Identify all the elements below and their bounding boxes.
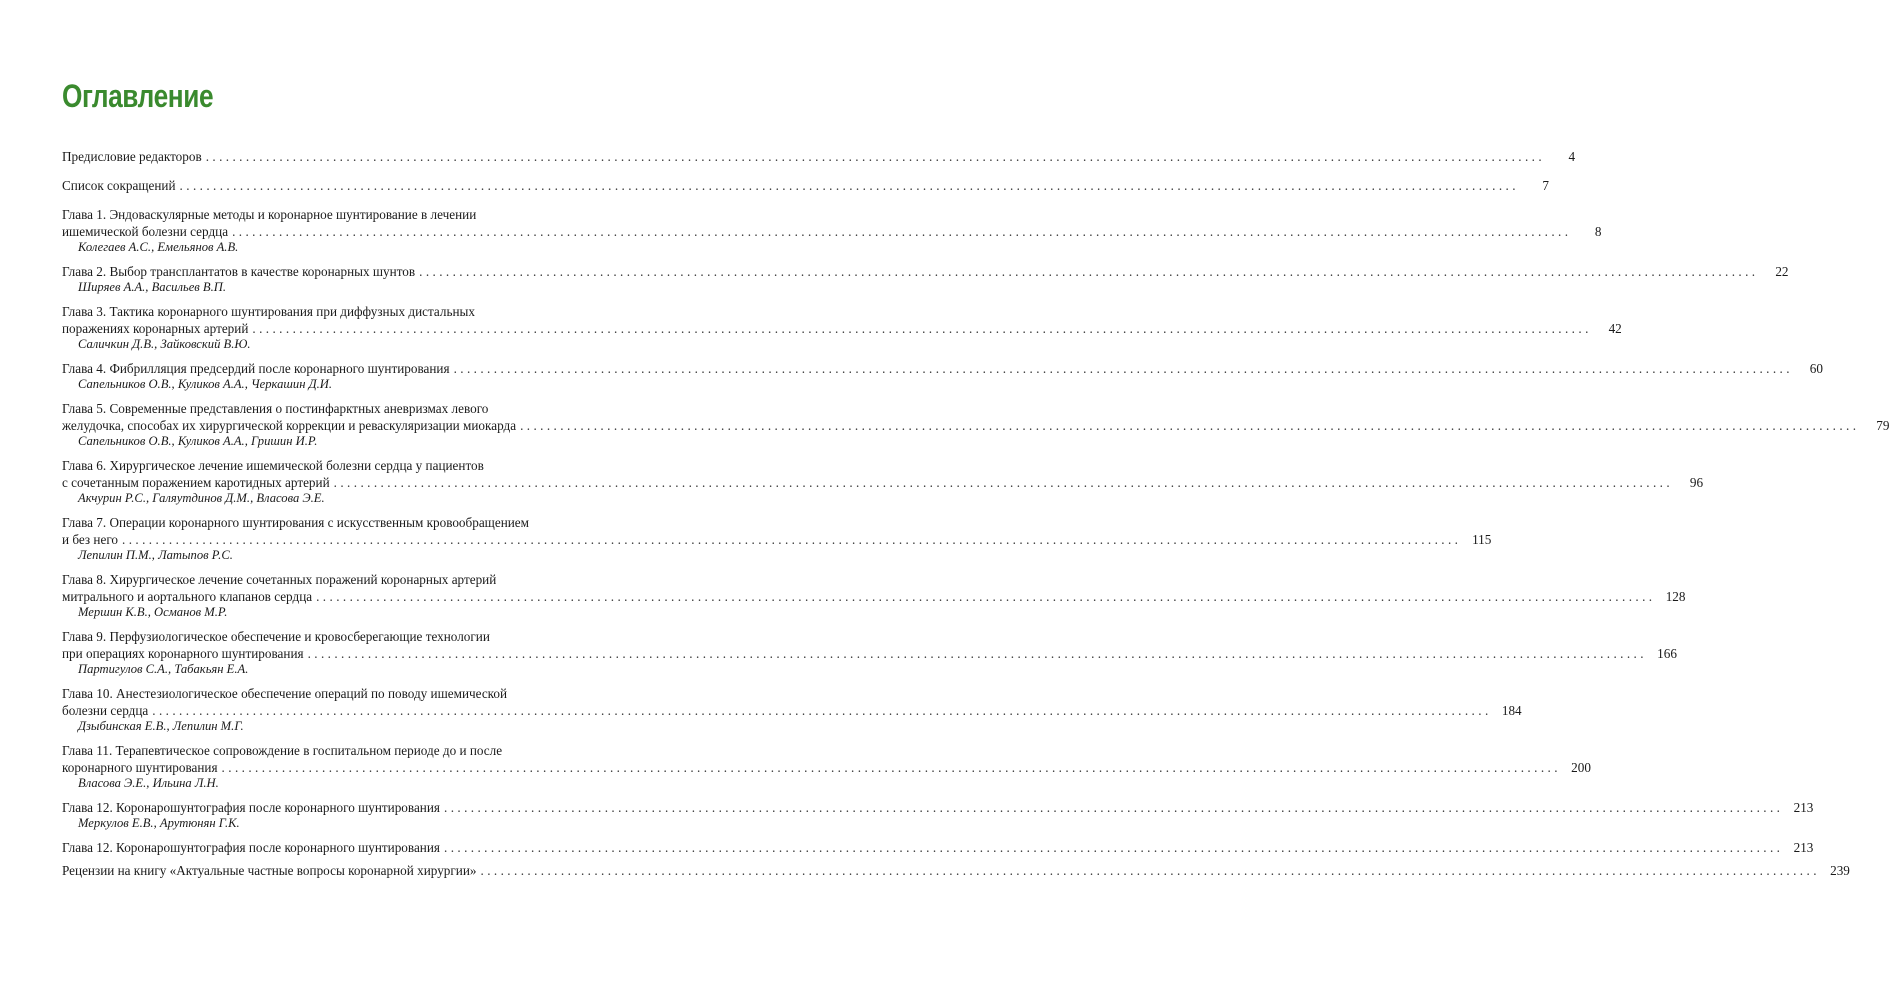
toc-page-number: 8 bbox=[1594, 224, 1602, 239]
toc-entry-row bbox=[62, 645, 1677, 662]
dot-leader: ........................................................................................................................................................................................................ bbox=[252, 321, 1592, 336]
toc-page-number: 213 bbox=[1793, 800, 1814, 815]
toc-entry[interactable] bbox=[62, 514, 1492, 563]
toc-entry-title: при операциях коронарного шунтирования bbox=[62, 646, 304, 661]
toc-entry-title: Глава 12. Коронарошунтография после коронарного шунтирования bbox=[62, 800, 440, 815]
toc-entry-title: и без него bbox=[62, 532, 118, 547]
page-title: Оглавление bbox=[62, 78, 214, 114]
toc-entry-title: Глава 2. Выбор трансплантатов в качестве коронарных шунтов bbox=[62, 264, 416, 279]
toc-entry-authors: Акчурин Р.С., Галяутдинов Д.М., Власова Э.Е. bbox=[78, 491, 325, 505]
dot-leader: ........................................................................................................................................................................................................ bbox=[480, 863, 1820, 878]
toc-page-number: 96 bbox=[1689, 475, 1704, 490]
toc-entry-authors: Власова Э.Е., Ильина Л.Н. bbox=[78, 776, 219, 790]
table-of-contents bbox=[62, 148, 1889, 887]
toc-entry-row bbox=[62, 417, 1889, 434]
toc-page-number: 22 bbox=[1775, 264, 1789, 279]
toc-page-number: 79 bbox=[1876, 418, 1889, 433]
dot-leader: ........................................................................................................................................................................................................ bbox=[316, 589, 1656, 604]
toc-entry[interactable] bbox=[62, 839, 1814, 856]
toc-entry-title-line: Глава 5. Современные представления о постинфарктных аневризмах левого bbox=[62, 401, 489, 416]
toc-entry-title: болезни сердца bbox=[62, 703, 149, 718]
dot-leader: ........................................................................................................................................................................................................ bbox=[419, 264, 1759, 279]
toc-entry[interactable] bbox=[62, 206, 1602, 255]
toc-entry[interactable] bbox=[62, 303, 1622, 352]
toc-entry-authors: Ширяев А.А., Васильев В.П. bbox=[78, 280, 226, 294]
toc-entry-title: Предисловие редакторов bbox=[62, 149, 202, 164]
toc-page-number: 184 bbox=[1501, 703, 1522, 718]
toc-page-number: 128 bbox=[1665, 589, 1686, 604]
toc-entry[interactable] bbox=[62, 148, 1576, 165]
toc-entry-row bbox=[62, 588, 1686, 605]
toc-entry-row bbox=[62, 177, 1549, 194]
toc-entry-title: поражениях коронарных артерий bbox=[62, 321, 249, 336]
toc-entry[interactable] bbox=[62, 742, 1591, 791]
dot-leader: ........................................................................................................................................................................................................ bbox=[122, 532, 1462, 547]
toc-page-number: 115 bbox=[1472, 532, 1492, 547]
toc-entry-row bbox=[62, 148, 1576, 165]
toc-entry-row bbox=[62, 360, 1823, 377]
toc-entry[interactable] bbox=[62, 685, 1522, 734]
toc-entry[interactable] bbox=[62, 799, 1814, 831]
toc-entry-title-line: Глава 8. Хирургическое лечение сочетанных поражений коронарных артерий bbox=[62, 572, 497, 587]
toc-entry-authors: Дзыбинская Е.В., Лепилин М.Г. bbox=[78, 719, 244, 733]
toc-entry-authors: Колегаев А.С., Емельянов А.В. bbox=[78, 240, 239, 254]
toc-entry-title: Список сокращений bbox=[62, 178, 176, 193]
toc-entry-row bbox=[62, 862, 1850, 879]
toc-page-number: 166 bbox=[1657, 646, 1677, 661]
toc-entry-title-line: Глава 1. Эндоваскулярные методы и коронарное шунтирование в лечении bbox=[62, 207, 477, 222]
toc-entry[interactable] bbox=[62, 263, 1789, 295]
dot-leader: ........................................................................................................................................................................................................ bbox=[453, 361, 1793, 376]
toc-entry-authors: Мершин К.В., Османов М.Р. bbox=[78, 605, 228, 619]
toc-page-number: 213 bbox=[1793, 840, 1814, 855]
toc-entry-row bbox=[62, 531, 1492, 548]
toc-entry-authors: Сапельников О.В., Куликов А.А., Гришин И.Р. bbox=[78, 434, 318, 448]
toc-page-number: 60 bbox=[1809, 361, 1823, 376]
toc-entry-title-line: Глава 6. Хирургическое лечение ишемической болезни сердца у пациентов bbox=[62, 458, 484, 473]
dot-leader: ........................................................................................................................................................................................................ bbox=[444, 800, 1784, 815]
toc-entry[interactable] bbox=[62, 457, 1704, 506]
toc-entry-title: желудочка, способах их хирургической коррекции и реваскуляризации миокарда bbox=[62, 418, 517, 433]
toc-entry[interactable] bbox=[62, 571, 1686, 620]
toc-entry[interactable] bbox=[62, 177, 1549, 194]
dot-leader: ........................................................................................................................................................................................................ bbox=[307, 646, 1647, 661]
dot-leader: ........................................................................................................................................................................................................ bbox=[221, 760, 1561, 775]
dot-leader: ........................................................................................................................................................................................................ bbox=[205, 149, 1546, 164]
dot-leader: ........................................................................................................................................................................................................ bbox=[444, 840, 1784, 855]
toc-entry-title: митрального и аортального клапанов сердца bbox=[62, 589, 313, 604]
toc-entry[interactable] bbox=[62, 628, 1677, 677]
toc-entry-row bbox=[62, 263, 1789, 280]
toc-page-number: 42 bbox=[1608, 321, 1622, 336]
toc-entry-title-line: Глава 7. Операции коронарного шунтирования с искусственным кровообращением bbox=[62, 515, 530, 530]
toc-entry[interactable] bbox=[62, 360, 1823, 392]
toc-entry-title: Глава 4. Фибрилляция предсердий после коронарного шунтирования bbox=[62, 361, 450, 376]
toc-entry-title: Рецензии на книгу «Актуальные частные вопросы коронарной хирургии» bbox=[62, 863, 477, 878]
dot-leader: ........................................................................................................................................................................................................ bbox=[520, 418, 1860, 433]
toc-entry-row bbox=[62, 799, 1814, 816]
toc-entry-authors: Саличкин Д.В., Зайковский В.Ю. bbox=[78, 337, 251, 351]
toc-entry-title: коронарного шунтирования bbox=[62, 760, 218, 775]
toc-entry[interactable] bbox=[62, 862, 1850, 879]
toc-page-number: 239 bbox=[1830, 863, 1850, 878]
dot-leader: ........................................................................................................................................................................................................ bbox=[232, 224, 1572, 239]
toc-entry-title: с сочетанным поражением каротидных артерий bbox=[62, 475, 330, 490]
toc-entry-row bbox=[62, 839, 1814, 856]
toc-entry-authors: Сапельников О.В., Куликов А.А., Черкашин Д.И. bbox=[78, 377, 333, 391]
toc-entry-title-line: Глава 10. Анестезиологическое обеспечение операций по поводу ишемической bbox=[62, 686, 508, 701]
toc-page-number: 200 bbox=[1571, 760, 1591, 775]
toc-entry-row bbox=[62, 702, 1522, 719]
dot-leader: ........................................................................................................................................................................................................ bbox=[333, 475, 1674, 490]
toc-entry-authors: Лепилин П.М., Латыпов Р.С. bbox=[78, 548, 233, 562]
toc-entry-row bbox=[62, 759, 1591, 776]
toc-entry-title-line: Глава 9. Перфузиологическое обеспечение и кровосберегающие технологии bbox=[62, 629, 490, 644]
toc-entry[interactable] bbox=[62, 400, 1889, 449]
toc-entry-title: ишемической болезни сердца bbox=[62, 224, 229, 239]
toc-entry-title-line: Глава 3. Тактика коронарного шунтирования при диффузных дистальных bbox=[62, 304, 475, 319]
dot-leader: ........................................................................................................................................................................................................ bbox=[152, 703, 1492, 718]
toc-entry-authors: Меркулов Е.В., Арутюнян Г.К. bbox=[78, 816, 240, 830]
dot-leader: ........................................................................................................................................................................................................ bbox=[179, 178, 1519, 193]
toc-page-number: 4 bbox=[1568, 149, 1576, 164]
toc-page-number: 7 bbox=[1542, 178, 1549, 193]
toc-entry-title-line: Глава 11. Терапевтическое сопровождение в госпитальном периоде до и после bbox=[62, 743, 503, 758]
toc-entry-row bbox=[62, 320, 1622, 337]
toc-entry-title: Глава 12. Коронарошунтография после коронарного шунтирования bbox=[62, 840, 440, 855]
toc-entry-authors: Партигулов С.А., Табакьян Е.А. bbox=[78, 662, 249, 676]
toc-entry-row bbox=[62, 223, 1602, 240]
toc-entry-row bbox=[62, 474, 1704, 491]
